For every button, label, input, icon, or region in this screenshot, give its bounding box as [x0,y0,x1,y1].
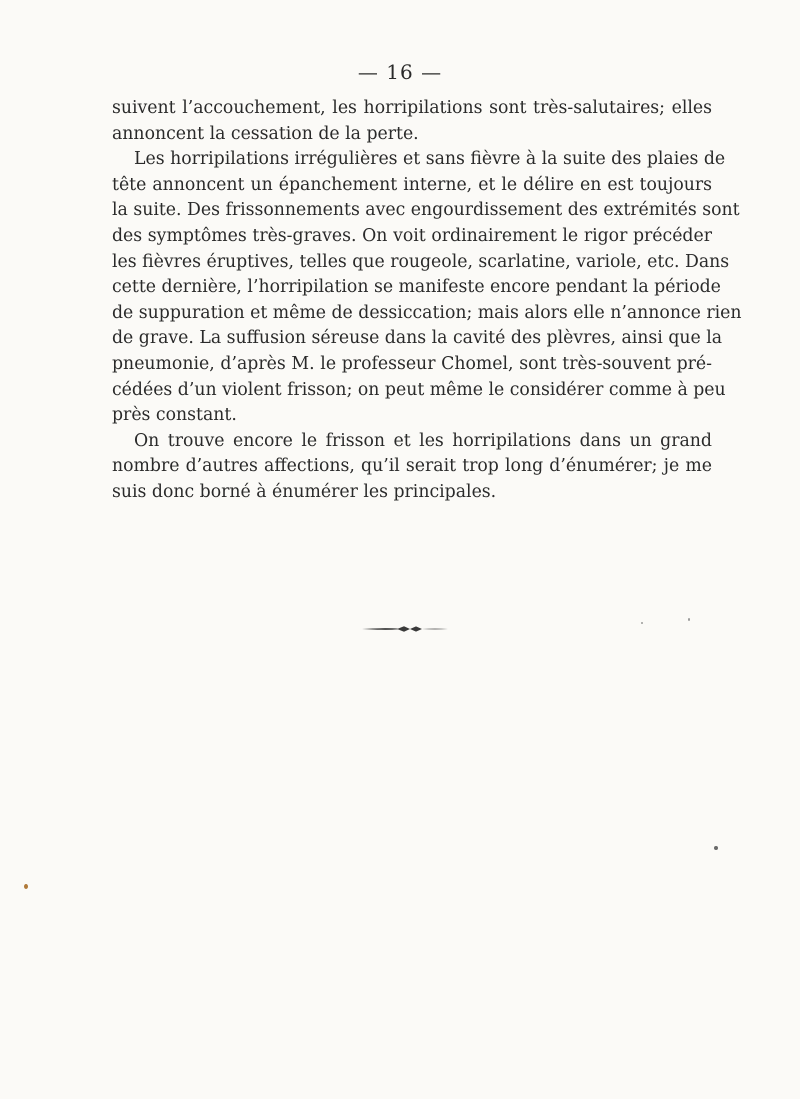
fleuron-icon [360,624,450,634]
text-line: de grave. La suffusion séreuse dans la cavité des plèvres, ainsi que la [112,328,723,349]
text-line: suis donc borné à énumérer les principales. [112,481,497,502]
text-line: cette dernière, l’horripilation se manifeste encore pendant la période [112,277,721,298]
text-line: des symptômes très-graves. On voit ordinairement le rigor précéder [112,225,712,246]
paper-speck [641,622,643,624]
text-line: près constant. [112,405,237,426]
text-line: annoncent la cessation de la perte. [112,123,419,144]
text-line: pneumonie, d’après M. le professeur Chomel, sont très-souvent pré- [112,353,712,374]
text-line: tête annoncent un épanchement interne, et le délire en est toujours [112,174,712,195]
body-text [112,96,742,506]
text-line: les fièvres éruptives, telles que rougeole, scarlatine, variole, etc. Dans [112,251,730,272]
text-line: On trouve encore le frisson et les horripilations dans un grand [134,430,712,451]
text-line: nombre d’autres affections, qu’il serait trop long d’énumérer; je me [112,456,712,477]
paper-speck [688,618,690,621]
text-line: cédées d’un violent frisson; on peut même le considérer comme à peu [112,379,726,400]
text-line: Les horripilations irrégulières et sans fièvre à la suite des plaies de [134,149,726,170]
paper-speck [24,884,28,889]
page-number: — 16 — [357,60,443,84]
text-line: de suppuration et même de dessiccation; mais alors elle n’annonce rien [112,302,742,323]
text-line: suivent l’accouchement, les horripilations sont très-salutaires; elles [112,98,712,118]
paper-speck [714,846,718,850]
text-line: la suite. Des frissonnements avec engourdissement des extrémités sont [112,200,740,221]
